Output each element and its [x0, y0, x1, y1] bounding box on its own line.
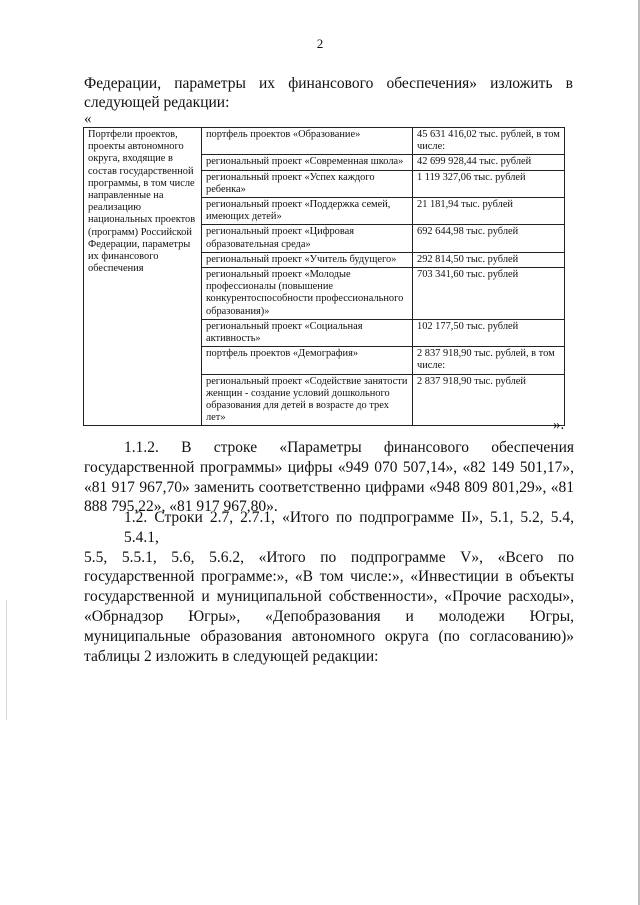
project-value: 703 341,60 тыс. рублей	[413, 268, 565, 320]
project-name: портфель проектов «Образование»	[202, 128, 413, 155]
project-value: 692 644,98 тыс. рублей	[413, 225, 565, 252]
project-value: 2 837 918,90 тыс. рублей	[413, 374, 565, 426]
project-value: 21 181,94 тыс. рублей	[413, 198, 565, 225]
project-value: 102 177,50 тыс. рублей	[413, 319, 565, 346]
paragraph-body: 5.5, 5.5.1, 5.6, 5.6.2, «Итого по подпрограмме V», «Всего по государственной программе:», «В том числе:», «Инвестиции в объекты государственной и муниципальной собственности», «Прочие расходы», «Обрнадзор Югры», «Депобразования и молодежи Югры, муниципальные образования автономного округа (по согласованию)» таблицы 2 изложить в следующей редакции:	[84, 548, 574, 665]
project-name: региональный проект «Успех каждого ребенка»	[202, 170, 413, 197]
financing-table	[83, 127, 565, 426]
quote-open: «	[84, 111, 92, 127]
margin-mark	[6, 600, 7, 720]
project-name: региональный проект «Цифровая образовательная среда»	[202, 225, 413, 252]
intro-line-1: Федерации, параметры их финансового обеспечения» изложить в	[84, 75, 573, 92]
project-name: региональный проект «Современная школа»	[202, 155, 413, 170]
project-value: 45 631 416,02 тыс. рублей, в том числе:	[413, 128, 565, 155]
quote-close: ».	[553, 417, 565, 433]
project-value: 292 814,50 тыс. рублей	[413, 252, 565, 267]
project-name: региональный проект «Поддержка семей, имеющих детей»	[202, 198, 413, 225]
page-number: 2	[316, 36, 324, 51]
project-name: региональный проект «Учитель будущего»	[202, 252, 413, 267]
paragraph-first-line: 1.1.2. В строке «Параметры финансового обеспечения	[124, 439, 574, 456]
project-value: 1 119 327,06 тыс. рублей	[413, 170, 565, 197]
project-name: портфель проектов «Демография»	[202, 347, 413, 374]
header-cell: Портфели проектов, проекты автономного округа, входящие в состав государственной программы, в том числе направленные на реализацию национальных проектов (программ) Российской Федерации, параметры их финансового обеспечения	[84, 128, 202, 426]
intro-line-2: следующей редакции:	[84, 94, 230, 111]
paragraph-body: государственной программы» цифры «949 070 507,14», «82 149 501,17», «81 917 967,70» заменить соответственно цифрами «948 809 801,29», «81 888 795,22», «81 917 967,80».	[84, 458, 574, 516]
project-name: региональный проект «Социальная активность»	[202, 319, 413, 346]
project-name: региональный проект «Молодые профессионалы (повышение конкурентоспособности профессионального образования)»	[202, 268, 413, 320]
project-name: региональный проект «Содействие занятости женщин - создание условий дошкольного образования для детей в возрасте до трех лет»	[202, 374, 413, 426]
table-row	[84, 128, 565, 155]
project-value: 42 699 928,44 тыс. рублей	[413, 155, 565, 170]
paragraph-first-line: 1.2. Строки 2.7, 2.7.1, «Итого по подпрограмме II», 5.1, 5.2, 5.4, 5.4.1,	[124, 509, 574, 546]
paragraph-1-2	[84, 508, 574, 666]
paragraph-1-1-2	[84, 438, 574, 517]
project-value: 2 837 918,90 тыс. рублей, в том числе:	[413, 347, 565, 374]
